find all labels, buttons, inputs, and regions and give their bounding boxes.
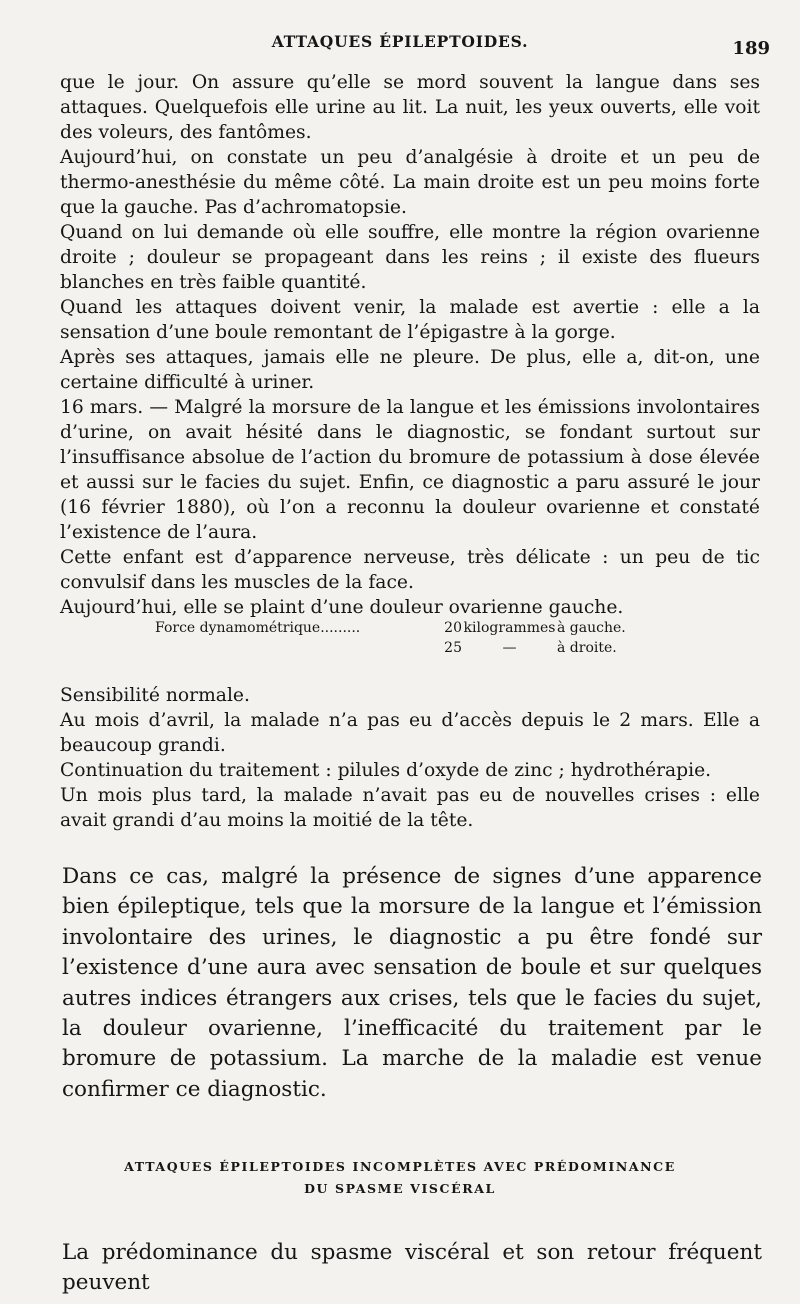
paragraph: Aujourd’hui, on constate un peu d’analgésie à droite et un peu de thermo-anesthésie du même côté. La main droite est un peu moins forte que la gauche. Pas d’achromatopsie. [60,147,760,218]
section-heading [60,1156,740,1200]
paragraph: Quand on lui demande où elle souffre, elle montre la région ovarienne droite ; douleur se propageant dans les reins ; il existe des flueurs blanches en très faible quantité. [60,222,760,293]
paragraph: que le jour. On assure qu’elle se mord souvent la langue dans ses attaques. Quelquefois elle urine au lit. La nuit, les yeux ouverts, elle voit des voleurs, des fantômes. [60,72,760,143]
paragraph: Au mois d’avril, la malade n’a pas eu d’accès depuis le 2 mars. Elle a beaucoup grandi. [60,710,760,756]
measure-unit: kilogrammes [463,620,556,636]
discussion-text [62,862,762,1105]
paragraph: Dans ce cas, malgré la présence de signes d’une apparence bien épileptique, tels que la morsure de la langue et l’émission involontaire des urines, le diagnostic a pu être fondé sur l’existence d’une aura avec sensation de boule et sur quelques autres indices étrangers aux crises, tels que le facies du sujet, la douleur ovarienne, l’inefficacité du traitement par le bromure de potassium. La marche de la maladie est venue confirmer ce diagnostic. [62,864,762,1102]
measure-value: 20 [444,620,462,636]
paragraph: Après ses attaques, jamais elle ne pleure. De plus, elle a, dit-on, une certaine difficulté à uriner. [60,347,760,393]
measure-unit: — [502,640,517,656]
case-followup-text [60,683,760,833]
section-heading-line: ATTAQUES ÉPILEPTOIDES INCOMPLÈTES AVEC PRÉDOMINANCE [124,1159,676,1174]
paragraph: Quand les attaques doivent venir, la malade est avertie : elle a la sensation d’une boule remontant de l’épigastre à la gorge. [60,297,760,343]
measure-side: à gauche. [557,620,626,636]
paragraph: Un mois plus tard, la malade n’avait pas eu de nouvelles crises : elle avait grandi d’au moins la moitié de la tête. [60,785,760,831]
table-row [155,638,655,658]
paragraph: Continuation du traitement : pilules d’oxyde de zinc ; hydrothérapie. [60,760,712,781]
paragraph: La prédominance du spasme viscéral et son retour fréquent peuvent [62,1240,762,1295]
page-number: 189 [732,38,770,59]
section-first-line [62,1238,762,1298]
paragraph: Cette enfant est d’apparence nerveuse, très délicate : un peu de tic convulsif dans les muscles de la face. [60,547,760,593]
running-title: ATTAQUES ÉPILEPTOIDES. [271,32,529,51]
paragraph: 16 mars. — Malgré la morsure de la langue et les émissions involontaires d’urine, on avait hésité dans le diagnostic, se fondant surtout sur l’insuffisance absolue de l’action du bromure de potassium à dose élevée et aussi sur le facies du sujet. Enfin, ce diagnostic a paru assuré le jour (16 février 1880), où l’on a reconnu la douleur ovarienne et constaté l’existence de l’aura. [60,397,760,543]
measure-side: à droite. [557,640,617,656]
section-heading-line: DU SPASME VISCÉRAL [304,1181,496,1196]
case-observation-text [60,70,760,620]
paragraph: Aujourd’hui, elle se plaint d’une douleur ovarienne gauche. [60,597,624,618]
measure-value: 25 [444,640,462,656]
dynamometer-table [155,618,655,658]
measure-label: Force dynamométrique......... [155,620,361,636]
paragraph: Sensibilité normale. [60,685,250,706]
running-head [0,28,800,58]
table-row [155,618,655,638]
